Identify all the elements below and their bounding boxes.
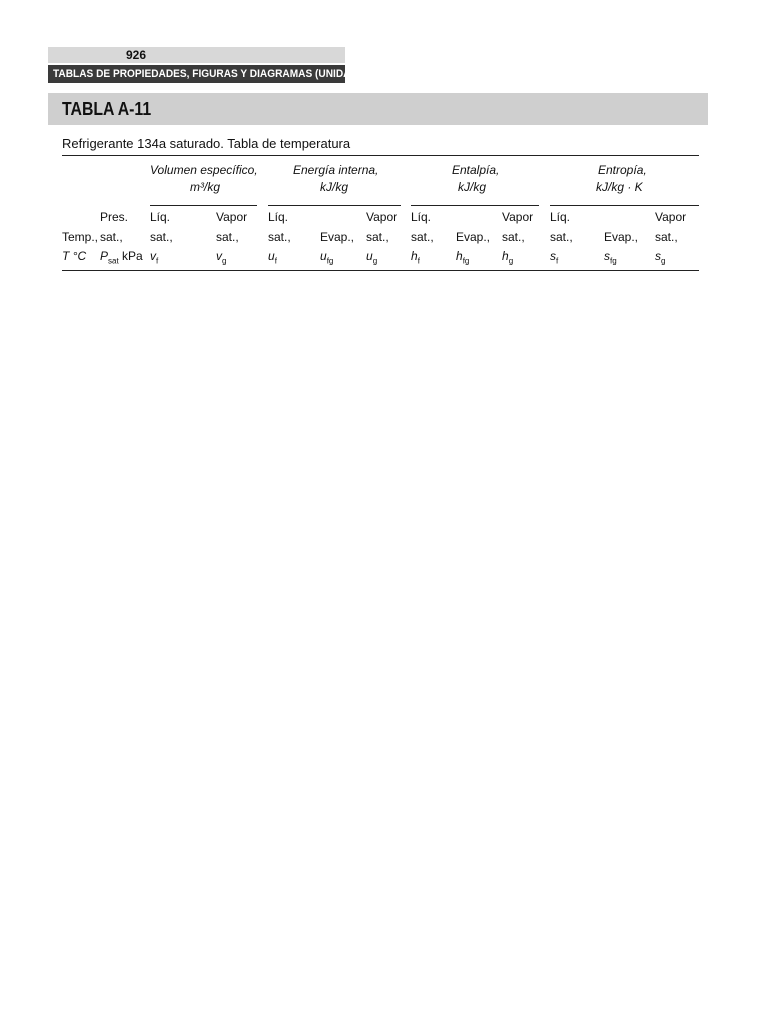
col-vf-line1: Líq. bbox=[150, 210, 171, 224]
col-ug-line1: Vapor bbox=[366, 210, 398, 224]
col-sf-line1: Líq. bbox=[550, 210, 571, 224]
col-hf-line2: sat., bbox=[411, 230, 434, 244]
col-ug-line2: sat., bbox=[366, 230, 389, 244]
col-hg-line1: Vapor bbox=[502, 210, 534, 224]
col-hfg-line1: Evap., bbox=[456, 230, 491, 244]
col-sfg-line2: $s_{fg}$ bbox=[604, 249, 617, 266]
col-temp-line1: Temp., bbox=[62, 230, 99, 244]
group-entalpia-line2: kJ/kg bbox=[458, 180, 487, 194]
top-rule bbox=[62, 155, 699, 156]
col-vf-line3: $v_f$ bbox=[150, 249, 159, 266]
col-ufg-line2: $u_{fg}$ bbox=[320, 249, 334, 266]
col-pres-line2: sat., bbox=[100, 230, 123, 244]
group-entropia-line1: Entropía, bbox=[598, 163, 647, 177]
header-rule bbox=[62, 270, 699, 271]
section-title: TABLAS DE PROPIEDADES, FIGURAS Y DIAGRAMAS (UNIDADES SI) bbox=[53, 68, 388, 80]
col-sfg-line1: Evap., bbox=[604, 230, 639, 244]
col-vg-line1: Vapor bbox=[216, 210, 248, 224]
col-pres-line3: $P_{sat}$ kPa bbox=[100, 249, 143, 266]
col-uf-line1: Líq. bbox=[268, 210, 289, 224]
page-number-bar bbox=[48, 47, 345, 63]
group-volumen-rule bbox=[150, 205, 257, 206]
col-vg-line2: sat., bbox=[216, 230, 239, 244]
col-sf-line3: $s_f$ bbox=[550, 249, 559, 266]
col-sf-line2: sat., bbox=[550, 230, 573, 244]
group-entropia-rule bbox=[550, 205, 699, 206]
col-vg-line3: $v_g$ bbox=[216, 249, 227, 266]
col-hg-line2: sat., bbox=[502, 230, 525, 244]
col-ug-line3: $u_g$ bbox=[366, 249, 378, 266]
group-entalpia-line1: Entalpía, bbox=[452, 163, 500, 177]
group-energia-line1: Energía interna, bbox=[293, 163, 379, 177]
col-temp-line2: T °C bbox=[62, 249, 87, 263]
group-energia-line2: kJ/kg bbox=[320, 180, 349, 194]
col-uf-line2: sat., bbox=[268, 230, 291, 244]
group-volumen-line1: Volumen específico, bbox=[150, 163, 258, 177]
table-caption: Refrigerante 134a saturado. Tabla de temperatura bbox=[62, 136, 351, 151]
col-vf-line2: sat., bbox=[150, 230, 173, 244]
page-number: 926 bbox=[126, 48, 147, 62]
col-hg-line3: $h_g$ bbox=[502, 249, 514, 266]
col-uf-line3: $u_f$ bbox=[268, 249, 277, 266]
group-entalpia-rule bbox=[411, 205, 539, 206]
col-sg-line3: $s_g$ bbox=[655, 249, 666, 266]
col-ufg-line1: Evap., bbox=[320, 230, 355, 244]
col-hfg-line2: $h_{fg}$ bbox=[456, 249, 470, 266]
col-hf-line1: Líq. bbox=[411, 210, 432, 224]
group-energia-rule bbox=[268, 205, 401, 206]
col-hf-line3: $h_f$ bbox=[411, 249, 420, 266]
col-sg-line1: Vapor bbox=[655, 210, 687, 224]
col-sg-line2: sat., bbox=[655, 230, 678, 244]
col-pres-line1: Pres. bbox=[100, 210, 129, 224]
group-volumen-line2: m³/kg bbox=[190, 180, 220, 194]
group-entropia-line2: kJ/kg · K bbox=[596, 180, 643, 194]
table-title: TABLA A-11 bbox=[62, 99, 152, 119]
